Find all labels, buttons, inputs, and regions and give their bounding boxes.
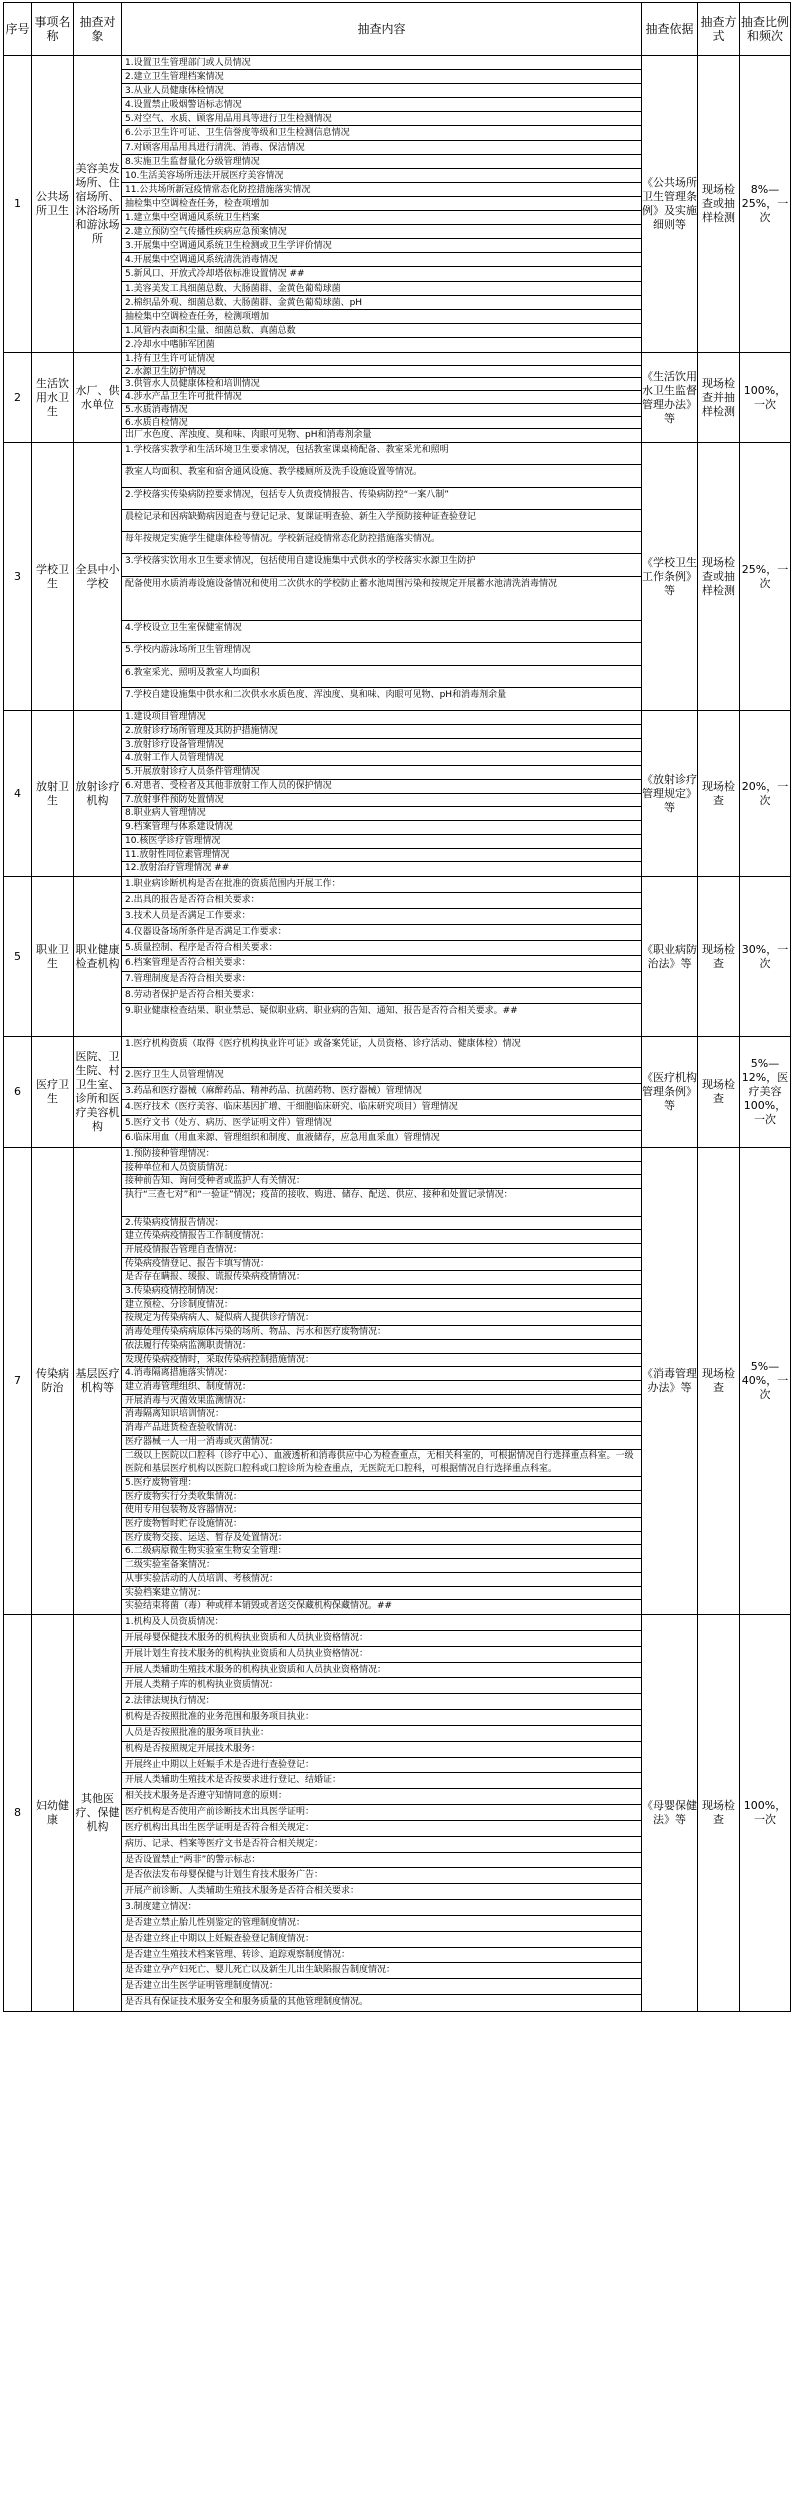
content-item: 每年按规定实施学生健康体检等情况。学校新冠疫情常态化防控措施落实情况。 bbox=[122, 532, 641, 554]
content-item: 8.劳动者保护是否符合相关要求： bbox=[122, 988, 641, 1004]
table-row bbox=[4, 443, 791, 711]
row-number: 5 bbox=[4, 877, 32, 1037]
inspection-content bbox=[122, 1615, 642, 2012]
content-item: 1.预防接种管理情况： bbox=[122, 1148, 641, 1162]
content-item: 配备使用水质消毒设施设备情况和使用二次供水的学校防止蓄水池周围污染和按规定开展蓄水池清洗消毒情况 bbox=[122, 577, 641, 622]
content-item: 3.药品和医疗器械（麻醉药品、精神药品、抗菌药物、医疗器械）管理情况 bbox=[122, 1084, 641, 1100]
content-item: 使用专用包装物及容器情况： bbox=[122, 1504, 641, 1518]
content-item: 出厂水色度、浑浊度、臭和味、肉眼可见物、pH和消毒剂余量 bbox=[125, 430, 372, 441]
content-item: 6.教室采光、照明及教室人均面积 bbox=[122, 666, 641, 688]
content-item: 4.开展集中空调通风系统清洗消毒情况 bbox=[122, 253, 641, 267]
content-item: 消毒隔离知识培训情况： bbox=[122, 1408, 641, 1422]
inspection-method: 现场检查 bbox=[698, 1037, 740, 1148]
content-item: 7.放射事件预防处置情况 bbox=[122, 794, 641, 808]
content-item: 11.放射性同位素管理情况 bbox=[122, 849, 641, 863]
content-item: 开展疫情报告管理自查情况： bbox=[122, 1244, 641, 1258]
inspection-content bbox=[122, 1148, 642, 1615]
content-item: 3.放射诊疗设备管理情况 bbox=[122, 739, 641, 753]
content-item: 2.学校落实传染病防控要求情况，包括专人负责疫情报告、传染病防控“一案八制” bbox=[122, 488, 641, 510]
content-item: 6.公示卫生许可证、卫生信誉度等级和卫生检测信息情况 bbox=[122, 126, 641, 140]
content-item: 4.设置禁止吸烟警语标志情况 bbox=[122, 98, 641, 112]
item-name: 医疗卫生 bbox=[32, 1037, 74, 1148]
item-name: 妇幼健康 bbox=[32, 1615, 74, 2012]
content-item: 3.开展集中空调通风系统卫生检测或卫生学评价情况 bbox=[122, 239, 641, 253]
row-number: 1 bbox=[4, 56, 32, 353]
content-item: 1.机构及人员资质情况： bbox=[122, 1615, 641, 1631]
content-item: 机构是否按照批准的业务范围和服务项目执业： bbox=[122, 1710, 641, 1726]
header-method: 抽查方式 bbox=[698, 3, 740, 56]
inspection-ratio: 30%，一次 bbox=[740, 877, 791, 1037]
inspection-basis: 《生活饮用水卫生监督管理办法》等 bbox=[642, 353, 698, 443]
content-item: 是否建立禁止胎儿性别鉴定的管理制度情况： bbox=[122, 1916, 641, 1932]
content-item: 5.学校内游泳场所卫生管理情况 bbox=[122, 643, 641, 665]
content-item: 传染病疫情登记、报告卡填写情况： bbox=[122, 1258, 641, 1272]
inspection-ratio: 5%—12%，医疗美容100%，一次 bbox=[740, 1037, 791, 1148]
content-item: 8.实施卫生监督量化分级管理情况 bbox=[122, 155, 641, 169]
inspection-basis: 《医疗机构管理条例》等 bbox=[642, 1037, 698, 1148]
inspection-ratio: 100%，一次 bbox=[740, 353, 791, 443]
item-name: 放射卫生 bbox=[32, 711, 74, 877]
content-item: 依法履行传染病监测职责情况： bbox=[122, 1340, 641, 1354]
inspection-content bbox=[122, 56, 642, 353]
inspection-table bbox=[3, 2, 791, 2012]
content-item: 实验结束将菌（毒）种或样本销毁或者送交保藏机构保藏情况。## bbox=[125, 1601, 393, 1612]
inspection-basis: 《消毒管理办法》等 bbox=[642, 1148, 698, 1615]
table-row bbox=[4, 1037, 791, 1148]
content-item: 6.对患者、受检者及其他非放射工作人员的保护情况 bbox=[122, 780, 641, 794]
content-item: 开展母婴保健技术服务的机构执业资质和人员执业资格情况： bbox=[122, 1631, 641, 1647]
content-item: 医疗废物暂时贮存设施情况： bbox=[122, 1518, 641, 1532]
content-item: 5.质量控制、程序是否符合相关要求： bbox=[122, 941, 641, 957]
content-item: 是否建立孕产妇死亡、婴儿死亡以及新生儿出生缺陷报告制度情况： bbox=[122, 1963, 641, 1979]
header-no: 序号 bbox=[4, 3, 32, 56]
content-item: 1.建设项目管理情况 bbox=[122, 711, 641, 725]
content-item: 人员是否按照批准的服务项目执业： bbox=[122, 1726, 641, 1742]
content-item: 5.对空气、水质、顾客用品用具等进行卫生检测情况 bbox=[122, 112, 641, 126]
content-item: 7.学校自建设施集中供水和二次供水水质色度、浑浊度、臭和味、肉眼可见物、pH和消毒剂余量 bbox=[125, 689, 507, 700]
content-item: 实验档案建立情况： bbox=[122, 1587, 641, 1601]
inspection-object: 全县中小学校 bbox=[74, 443, 122, 711]
content-item: 6.临床用血（用血来源、管理组织和制度、血液储存，应急用血采血）管理情况 bbox=[125, 1133, 440, 1144]
content-item: 1.持有卫生许可证情况 bbox=[122, 353, 641, 366]
content-item: 9.档案管理与体系建设情况 bbox=[122, 821, 641, 835]
content-item: 5.开展放射诊疗人员条件管理情况 bbox=[122, 766, 641, 780]
content-item: 是否建立生殖技术档案管理、转诊、追踪观察制度情况： bbox=[122, 1948, 641, 1964]
content-item: 5.水质消毒情况 bbox=[122, 404, 641, 417]
inspection-method: 现场检查并抽样检测 bbox=[698, 353, 740, 443]
content-item: 开展产前诊断、人类辅助生殖技术服务是否符合相关要求： bbox=[122, 1884, 641, 1900]
content-item: 是否建立终止中期以上妊娠查验登记制度情况： bbox=[122, 1932, 641, 1948]
content-item: 建立消毒管理组织、制度情况： bbox=[122, 1381, 641, 1395]
item-name: 学校卫生 bbox=[32, 443, 74, 711]
table-row bbox=[4, 1148, 791, 1615]
content-item: 3.制度建立情况： bbox=[122, 1900, 641, 1916]
content-item: 抽检集中空调检查任务，检测项增加 bbox=[122, 310, 641, 324]
inspection-basis: 《放射诊疗管理规定》等 bbox=[642, 711, 698, 877]
content-item: 2.建立卫生管理档案情况 bbox=[122, 70, 641, 84]
content-item: 从事实验活动的人员培训、考核情况： bbox=[122, 1573, 641, 1587]
inspection-object: 其他医疗、保健机构 bbox=[74, 1615, 122, 2012]
content-item: 3.传染病疫情控制情况： bbox=[122, 1285, 641, 1299]
content-item: 医疗器械一人一用一消毒或灭菌情况： bbox=[122, 1436, 641, 1450]
content-item: 是否建立出生医学证明管理制度情况： bbox=[122, 1979, 641, 1995]
content-item: 开展人类精子库的机构执业资质情况： bbox=[122, 1678, 641, 1694]
row-number: 7 bbox=[4, 1148, 32, 1615]
inspection-ratio: 25%，一次 bbox=[740, 443, 791, 711]
content-item: 是否具有保证技术服务安全和服务质量的其他管理制度情况。 bbox=[125, 1997, 369, 2008]
content-item: 4.涉水产品卫生许可批件情况 bbox=[122, 391, 641, 404]
content-item: 2.水源卫生防护情况 bbox=[122, 366, 641, 379]
inspection-object: 基层医疗机构等 bbox=[74, 1148, 122, 1615]
inspection-basis: 《学校卫生工作条例》等 bbox=[642, 443, 698, 711]
header-basis: 抽查依据 bbox=[642, 3, 698, 56]
content-item: 6.水质自检情况 bbox=[122, 417, 641, 430]
content-item: 1.风管内表面积尘量、细菌总数、真菌总数 bbox=[122, 324, 641, 338]
header-content: 抽查内容 bbox=[122, 3, 642, 56]
table-row bbox=[4, 353, 791, 443]
inspection-ratio: 20%，一次 bbox=[740, 711, 791, 877]
content-item: 建立预检、分诊制度情况： bbox=[122, 1299, 641, 1313]
header-name: 事项名称 bbox=[32, 3, 74, 56]
item-name: 生活饮用水卫生 bbox=[32, 353, 74, 443]
content-item: 4.医疗技术（医疗美容、临床基因扩增、干细胞临床研究、临床研究项目）管理情况 bbox=[122, 1100, 641, 1116]
inspection-content bbox=[122, 353, 642, 443]
content-item: 是否设置禁止“两非”的警示标志： bbox=[122, 1853, 641, 1869]
content-item: 按规定为传染病病人、疑似病人提供诊疗情况： bbox=[122, 1312, 641, 1326]
inspection-object: 医院、卫生院、村卫生室、诊所和医疗美容机构 bbox=[74, 1037, 122, 1148]
inspection-content bbox=[122, 711, 642, 877]
content-item: 开展计划生育技术服务的机构执业资质和人员执业资格情况： bbox=[122, 1647, 641, 1663]
content-item: 2.法律法规执行情况： bbox=[122, 1694, 641, 1710]
item-name: 职业卫生 bbox=[32, 877, 74, 1037]
content-item: 5.医疗文书（处方、病历、医学证明文件）管理情况 bbox=[122, 1116, 641, 1132]
content-item: 教室人均面积、教室和宿舍通风设施、教学楼厕所及洗手设施设置等情况。 bbox=[122, 465, 641, 487]
inspection-method: 现场检查 bbox=[698, 1148, 740, 1615]
inspection-basis: 《公共场所卫生管理条例》及实施细则等 bbox=[642, 56, 698, 353]
content-item: 4.放射工作人员管理情况 bbox=[122, 752, 641, 766]
content-item: 10.核医学诊疗管理情况 bbox=[122, 835, 641, 849]
content-item: 2.建立预防空气传播性疾病应急预案情况 bbox=[122, 225, 641, 239]
content-item: 开展消毒与灭菌效果监测情况： bbox=[122, 1395, 641, 1409]
table-body bbox=[4, 56, 791, 2012]
inspection-method: 现场检查或抽样检测 bbox=[698, 443, 740, 711]
table-row bbox=[4, 1615, 791, 2012]
content-item: 执行“三查七对”和“一验证”情况；疫苗的接收、购进、储存、配送、供应、接种和处置记录情况： bbox=[122, 1189, 641, 1216]
inspection-ratio: 100%，一次 bbox=[740, 1615, 791, 2012]
table-row bbox=[4, 711, 791, 877]
content-item: 1.医疗机构资质（取得《医疗机构执业许可证》或备案凭证，人员资格、诊疗活动、健康体检）情况 bbox=[122, 1037, 641, 1068]
content-item: 医疗机构是否使用产前诊断技术出具医学证明： bbox=[122, 1805, 641, 1821]
inspection-method: 现场检查或抽样检测 bbox=[698, 56, 740, 353]
content-item: 1.职业病诊断机构是否在批准的资质范围内开展工作： bbox=[122, 877, 641, 893]
inspection-method: 现场检查 bbox=[698, 877, 740, 1037]
row-number: 6 bbox=[4, 1037, 32, 1148]
inspection-basis: 《母婴保健法》等 bbox=[642, 1615, 698, 2012]
content-item: 7.对顾客用品用具进行清洗、消毒、保洁情况 bbox=[122, 141, 641, 155]
inspection-ratio: 5%—40%，一次 bbox=[740, 1148, 791, 1615]
inspection-content bbox=[122, 443, 642, 711]
content-item: 医疗机构出具出生医学证明是否符合相关规定： bbox=[122, 1821, 641, 1837]
row-number: 3 bbox=[4, 443, 32, 711]
table-row bbox=[4, 877, 791, 1037]
content-item: 5.新风口、开放式冷却塔依标准设置情况 ## bbox=[122, 267, 641, 281]
content-item: 1.设置卫生管理部门或人员情况 bbox=[122, 56, 641, 70]
content-item: 机构是否按照规定开展技术服务： bbox=[122, 1742, 641, 1758]
content-item: 3.技术人员是否满足工作要求： bbox=[122, 909, 641, 925]
table-row bbox=[4, 56, 791, 353]
content-item: 3.从业人员健康体检情况 bbox=[122, 84, 641, 98]
content-item: 消毒产品进货检查验收情况： bbox=[122, 1422, 641, 1436]
content-item: 2.医疗卫生人员管理情况 bbox=[122, 1068, 641, 1084]
content-item: 6.档案管理是否符合相关要求： bbox=[122, 956, 641, 972]
content-item: 二级以上医院以口腔科（诊疗中心）、血液透析和消毒供应中心为检查重点，无相关科室的，可根据情况自行选择重点科室。一级医院和基层医疗机构以医院口腔科或口腔诊所为检查重点，无医院无口腔科，可根据情况自行选择重点科室。 bbox=[122, 1450, 641, 1477]
content-item: 2.放射诊疗场所管理及其防护措施情况 bbox=[122, 725, 641, 739]
content-item: 1.学校落实教学和生活环境卫生要求情况，包括教室课桌椅配备、教室采光和照明 bbox=[122, 443, 641, 465]
inspection-content bbox=[122, 877, 642, 1037]
inspection-object: 美容美发场所、住宿场所、沐浴场所和游泳场所 bbox=[74, 56, 122, 353]
content-item: 12.放射治疗管理情况 ## bbox=[125, 863, 230, 874]
content-item: 是否依法发布母婴保健与计划生育技术服务广告： bbox=[122, 1868, 641, 1884]
content-item: 2.冷却水中嗜肺军团菌 bbox=[125, 339, 215, 350]
content-item: 相关技术服务是否遵守知情同意的原则： bbox=[122, 1789, 641, 1805]
row-number: 8 bbox=[4, 1615, 32, 2012]
content-item: 是否存在瞒报、缓报、谎报传染病疫情情况： bbox=[122, 1271, 641, 1285]
header-ratio: 抽查比例和频次 bbox=[740, 3, 791, 56]
content-item: 抽检集中空调检查任务，检查项增加 bbox=[122, 197, 641, 211]
content-item: 开展人类辅助生殖技术是否按要求进行登记、结婚证： bbox=[122, 1773, 641, 1789]
inspection-object: 放射诊疗机构 bbox=[74, 711, 122, 877]
content-item: 4.消毒隔离措施落实情况： bbox=[122, 1367, 641, 1381]
content-item: 3.学校落实饮用水卫生要求情况，包括使用自建设施集中式供水的学校落实水源卫生防护 bbox=[122, 554, 641, 576]
content-item: 2.传染病疫情报告情况： bbox=[122, 1217, 641, 1231]
content-item: 10.生活美容场所违法开展医疗美容情况 bbox=[122, 169, 641, 183]
content-item: 1.建立集中空调通风系统卫生档案 bbox=[122, 211, 641, 225]
content-item: 医疗废物实行分类收集情况： bbox=[122, 1491, 641, 1505]
content-item: 5.医疗废物管理： bbox=[122, 1477, 641, 1491]
table-header-row bbox=[4, 3, 791, 56]
content-item: 医疗废物交接、运送、暂存及处置情况： bbox=[122, 1532, 641, 1546]
inspection-content bbox=[122, 1037, 642, 1148]
row-number: 2 bbox=[4, 353, 32, 443]
content-item: 开展人类辅助生殖技术服务的机构执业资质和人员执业资格情况： bbox=[122, 1663, 641, 1679]
content-item: 11.公共场所新冠疫情常态化防控措施落实情况 bbox=[122, 183, 641, 197]
content-item: 3.供管水人员健康体检和培训情况 bbox=[122, 378, 641, 391]
inspection-ratio: 8%—25%，一次 bbox=[740, 56, 791, 353]
item-name: 公共场所卫生 bbox=[32, 56, 74, 353]
item-name: 传染病防治 bbox=[32, 1148, 74, 1615]
row-number: 4 bbox=[4, 711, 32, 877]
content-item: 开展终止中期以上妊娠手术是否进行查验登记： bbox=[122, 1758, 641, 1774]
content-item: 消毒处理传染病病原体污染的场所、物品、污水和医疗废物情况： bbox=[122, 1326, 641, 1340]
content-item: 9.职业健康检查结果、职业禁忌、疑似职业病、职业病的告知、通知、报告是否符合相关要求。## bbox=[125, 1006, 518, 1017]
content-item: 建立传染病疫情报告工作制度情况： bbox=[122, 1230, 641, 1244]
content-item: 接种前告知、询问受种者或监护人有关情况： bbox=[122, 1175, 641, 1189]
content-item: 4.仪器设备场所条件是否满足工作要求： bbox=[122, 925, 641, 941]
inspection-method: 现场检查 bbox=[698, 1615, 740, 2012]
inspection-object: 职业健康检查机构 bbox=[74, 877, 122, 1037]
header-object: 抽查对象 bbox=[74, 3, 122, 56]
content-item: 8.职业病人管理情况 bbox=[122, 807, 641, 821]
content-item: 晨检记录和因病缺勤病因追查与登记记录、复课证明查验、新生入学预防接种证查验登记 bbox=[122, 510, 641, 532]
content-item: 接种单位和人员资质情况： bbox=[122, 1162, 641, 1176]
content-item: 2.棉织品外观、细菌总数、大肠菌群、金黄色葡萄球菌、pH bbox=[122, 296, 641, 310]
content-item: 病历、记录、档案等医疗文书是否符合相关规定： bbox=[122, 1837, 641, 1853]
inspection-object: 水厂、供水单位 bbox=[74, 353, 122, 443]
content-item: 发现传染病疫情时，采取传染病控制措施情况： bbox=[122, 1354, 641, 1368]
content-item: 4.学校设立卫生室保健室情况 bbox=[122, 621, 641, 643]
content-item: 二级实验室备案情况： bbox=[122, 1559, 641, 1573]
content-item: 6.二级病原微生物实验室生物安全管理： bbox=[122, 1545, 641, 1559]
content-item: 1.美容美发工具细菌总数、大肠菌群、金黄色葡萄球菌 bbox=[122, 282, 641, 296]
content-item: 2.出具的报告是否符合相关要求： bbox=[122, 893, 641, 909]
content-item: 7.管理制度是否符合相关要求： bbox=[122, 972, 641, 988]
inspection-method: 现场检查 bbox=[698, 711, 740, 877]
inspection-basis: 《职业病防治法》等 bbox=[642, 877, 698, 1037]
